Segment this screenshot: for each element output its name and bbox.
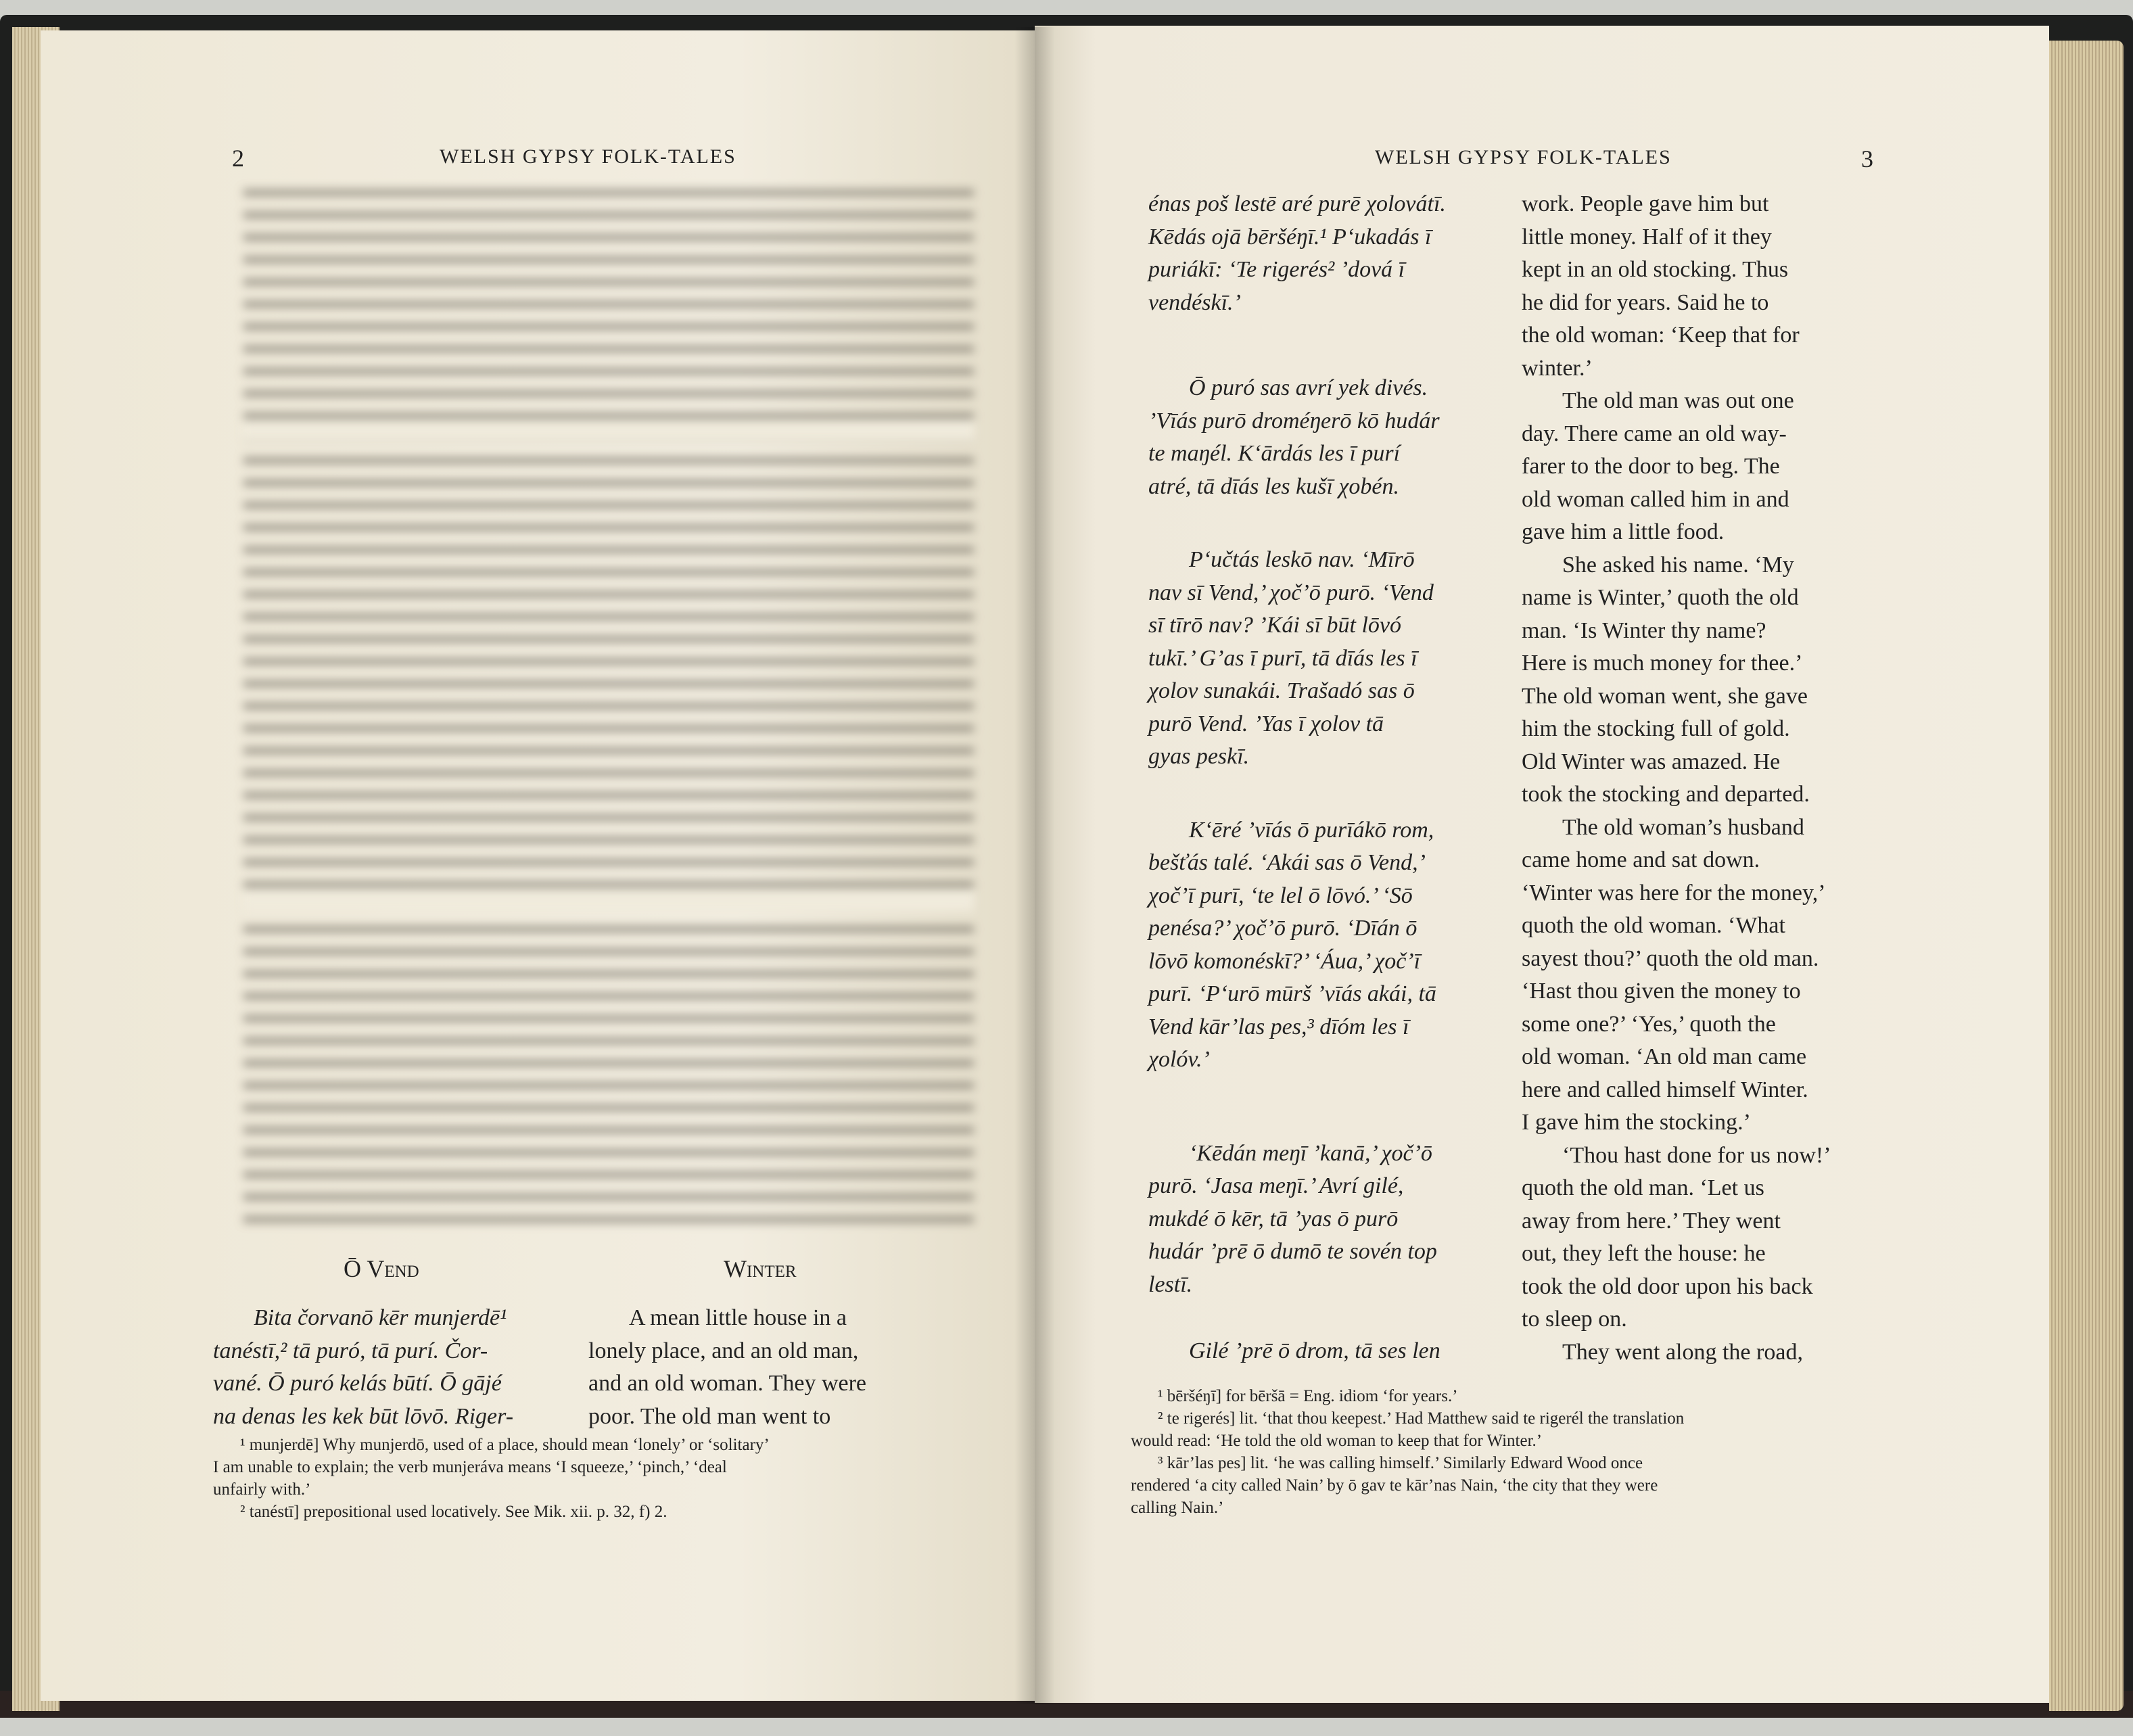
text-line: ‘Thou hast done for us now!’: [1562, 1142, 1831, 1168]
text-line: tukī.’ G’as ī purī, tā dīás les ī: [1148, 645, 1417, 671]
text-line: quoth the old woman. ‘What: [1522, 913, 1785, 938]
text-line: nav sī Vend,’ χoč’ō purō. ‘Vend: [1148, 580, 1434, 605]
text-line: Kēdás ojā bēršéŋī.¹ Pʻukadás ī: [1148, 224, 1432, 250]
text-line: vané. Ō puró kelás būtí. Ō gājé: [213, 1371, 502, 1396]
blurred-text-block: [243, 189, 974, 1231]
text-line: away from here.’ They went: [1522, 1208, 1781, 1234]
text-line: name is Winter,’ quoth the old: [1522, 585, 1799, 610]
text-line: he did for years. Said he to: [1522, 289, 1769, 315]
footnote-line: unfairly with.’: [213, 1480, 311, 1499]
text-line: here and called himself Winter.: [1522, 1077, 1808, 1102]
footnote-line: ³ kār’las pes] lit. ‘he was calling himself.’ Similarly Edward Wood once: [1158, 1454, 1643, 1472]
text-line: Ō puró sas avrí yek divés.: [1189, 375, 1428, 400]
footnote-line: calling Nain.’: [1131, 1499, 1224, 1517]
text-line: some one?’ ‘Yes,’ quoth the: [1522, 1011, 1776, 1037]
paragraph: [1148, 814, 1527, 1077]
text-line: little money. Half of it they: [1522, 224, 1772, 250]
text-line: tanéstī,² tā puró, tā purí. Čor-: [213, 1338, 488, 1363]
footnote-line: I am unable to explain; the verb munjeráva means ‘I squeeze,’ ‘pinch,’ ‘deal: [213, 1458, 727, 1476]
text-line: lonely place, and an old man,: [588, 1338, 859, 1363]
romani-title: Ō Vend: [344, 1255, 419, 1282]
text-line: lōvō komonéskī?’ ‘Áua,’ χoč’ī: [1148, 948, 1421, 974]
text-line: mukdé ō kēr, tā ’yas ō purō: [1148, 1206, 1399, 1231]
text-line: farer to the door to beg. The: [1522, 454, 1780, 479]
text-line: ‘Kēdán meŋī ’kanā,’ χoč’ō: [1189, 1140, 1432, 1166]
paragraph: [1522, 1336, 1900, 1369]
paragraph: [1148, 1335, 1527, 1368]
text-line: man. ‘Is Winter thy name?: [1522, 617, 1766, 643]
text-line: lestī.: [1148, 1271, 1193, 1297]
text-line: poor. The old man went to: [588, 1403, 831, 1429]
left-page: [41, 30, 1035, 1701]
text-line: Vend kār’las pes,³ dīóm les ī: [1148, 1014, 1409, 1039]
footnote-line: ² tanéstī] prepositional used locatively. See Mik. xii. p. 32, f) 2.: [240, 1503, 667, 1521]
right-page-edges: [2049, 41, 2124, 1711]
text-line: day. There came an old way-: [1522, 421, 1787, 446]
text-line: ’Vīás purō droméŋerō kō hudár: [1148, 408, 1440, 433]
text-line: purō. ‘Jasa meŋī.’ Avrí gilé,: [1148, 1173, 1404, 1198]
paragraph: [1148, 1137, 1527, 1302]
text-line: Pʻučtás leskō nav. ‘Mīrō: [1189, 547, 1415, 572]
text-line: Old Winter was amazed. He: [1522, 749, 1781, 774]
english-title: Winter: [724, 1255, 797, 1282]
text-line: The old woman’s husband: [1562, 814, 1804, 840]
text-line: quoth the old man. ‘Let us: [1522, 1175, 1764, 1200]
text-line: purō Vend. ’Yas ī χolov tā: [1148, 711, 1384, 736]
text-line: him the stocking full of gold.: [1522, 716, 1790, 741]
text-line: vendéskī.’: [1148, 289, 1241, 315]
footnote-line: ¹ munjerdē] Why munjerdō, used of a place, should mean ‘lonely’ or ‘solitary’: [240, 1436, 770, 1454]
text-line: kept in an old stocking. Thus: [1522, 257, 1789, 282]
paragraph: [1522, 1140, 1900, 1336]
romani-column: [213, 1302, 619, 1433]
text-line: old woman called him in and: [1522, 486, 1789, 512]
footnote-line: would read: ‘He told the old woman to keep that for Winter.’: [1131, 1432, 1543, 1450]
text-line: χolov sunakái. Trašadó sas ō: [1148, 678, 1415, 703]
page-number: 2: [232, 145, 244, 172]
paragraph: [1522, 549, 1900, 812]
paragraph: [1148, 188, 1527, 319]
english-column: [588, 1302, 994, 1433]
running-head: WELSH GYPSY FOLK-TALES: [440, 145, 736, 168]
text-line: penésa?’ χoč’ō purō. ‘Dīán ō: [1148, 916, 1417, 941]
text-line: hudár ’prē ō dumō te sovén top: [1148, 1239, 1437, 1264]
text-line: They went along the road,: [1562, 1339, 1803, 1365]
paragraph: [1148, 544, 1527, 774]
text-line: to sleep on.: [1522, 1307, 1627, 1332]
text-line: sī tīrō nav? ’Kái sī būt lōvó: [1148, 613, 1401, 638]
text-line: The old woman went, she gave: [1522, 683, 1808, 709]
page-number: 3: [1861, 145, 1873, 172]
text-line: old woman. ‘An old man came: [1522, 1044, 1807, 1069]
text-line: She asked his name. ‘My: [1562, 552, 1794, 578]
text-line: puriákī: ‘Te rigerés² ’dová ī: [1148, 257, 1405, 282]
text-line: énas poš lestē aré purē χolovátī.: [1148, 191, 1446, 216]
text-line: A mean little house in a: [629, 1305, 847, 1330]
text-line: atré, tā dīás les kušī χobén.: [1148, 473, 1399, 499]
text-line: and an old woman. They were: [588, 1371, 867, 1396]
text-line: na denas les kek būt lōvō. Riger-: [213, 1403, 514, 1429]
text-line: purī. ‘Pʻurō mūrš ’vīás akái, tā: [1148, 981, 1436, 1006]
text-line: winter.’: [1522, 355, 1593, 381]
text-line: sayest thou?’ quoth the old man.: [1522, 945, 1819, 971]
text-line: took the stocking and departed.: [1522, 782, 1810, 807]
text-line: Kʻēré ’vīás ō purīákō rom,: [1189, 817, 1434, 843]
footnote-line: rendered ‘a city called Nain’ by ō gav te kār’nas Nain, ‘the city that they were: [1131, 1476, 1658, 1495]
text-line: te maŋél. Kʻārdás les ī purí: [1148, 441, 1401, 466]
text-line: ‘Winter was here for the money,’: [1522, 880, 1826, 906]
text-line: took the old door upon his back: [1522, 1273, 1813, 1299]
paragraph: [1522, 812, 1900, 1140]
text-line: came home and sat down.: [1522, 847, 1760, 872]
text-line: work. People gave him but: [1522, 191, 1769, 216]
paragraph: [1522, 188, 1900, 385]
text-line: Bita čorvanō kēr munjerdē¹: [254, 1305, 507, 1330]
text-line: ‘Hast thou given the money to: [1522, 979, 1801, 1004]
text-line: the old woman: ‘Keep that for: [1522, 323, 1800, 348]
footnote-line: ² te rigerés] lit. ‘that thou keepest.’ Had Matthew said te rigerél the translation: [1158, 1409, 1685, 1428]
text-line: Here is much money for thee.’: [1522, 651, 1803, 676]
text-line: I gave him the stocking.’: [1522, 1110, 1751, 1135]
text-line: out, they left the house: he: [1522, 1241, 1766, 1266]
text-line: The old man was out one: [1562, 388, 1794, 413]
footnotes: [1131, 1385, 1902, 1519]
paragraph: [1148, 372, 1527, 503]
book-gutter: [1014, 27, 1055, 1704]
text-line: χolóv.’: [1148, 1047, 1210, 1072]
running-head: WELSH GYPSY FOLK-TALES: [1375, 146, 1672, 168]
text-line: χoč’ī purī, ‘te lel ō lōvó.’ ‘Sō: [1148, 883, 1413, 908]
footnotes: [213, 1434, 998, 1523]
text-line: bešťás talé. ‘Akái sas ō Vend,’: [1148, 850, 1426, 875]
english-column: [1522, 188, 1900, 1369]
text-line: gave him a little food.: [1522, 519, 1725, 544]
text-line: Gilé ’prē ō drom, tā ses len: [1189, 1338, 1440, 1363]
romani-column: [1148, 188, 1527, 1368]
text-line: gyas peskī.: [1148, 744, 1250, 769]
right-page: [1035, 26, 2049, 1703]
paragraph: [1522, 385, 1900, 549]
footnote-line: ¹ bēršéŋī] for bēršā = Eng. idiom ‘for years.’: [1158, 1387, 1458, 1405]
